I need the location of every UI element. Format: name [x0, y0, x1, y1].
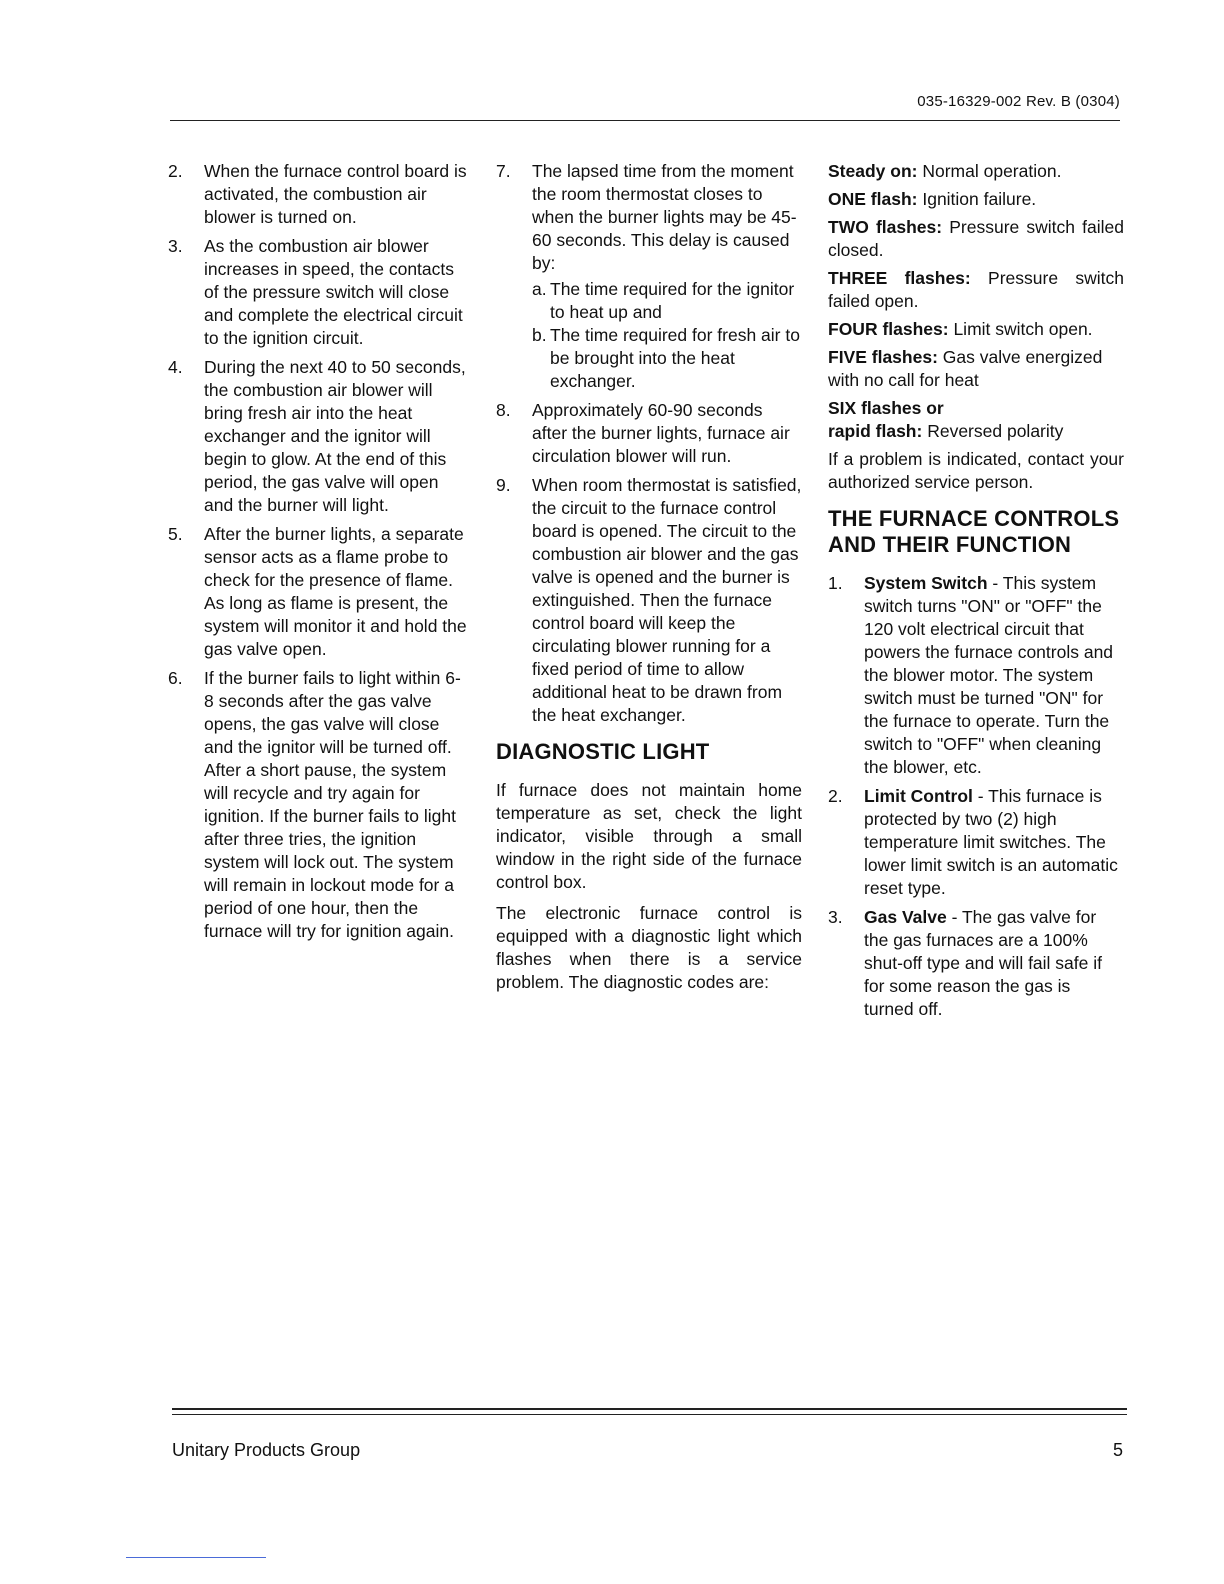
diagnostic-code: [828, 267, 1124, 313]
diagnostic-code: [828, 318, 1124, 341]
list-item: [168, 160, 468, 229]
control-title: Gas Valve: [864, 907, 947, 927]
sub-letter: b.: [532, 325, 547, 345]
step-text: When the furnace control board is activated, the combustion air blower is turned on.: [204, 161, 467, 227]
step-number: 4.: [168, 357, 183, 377]
code-text: Pressure switch failed closed.: [828, 217, 1124, 260]
list-item: [496, 399, 802, 468]
step-text: After the burner lights, a separate sensor acts as a flame probe to check for the presence of flame. As long as flame is present, the system will monitor it and hold the gas valve open.: [204, 524, 467, 659]
list-item: [168, 523, 468, 661]
list-item: [828, 572, 1124, 779]
control-number: 1.: [828, 573, 843, 593]
step-number: 3.: [168, 236, 183, 256]
list-item: [168, 356, 468, 517]
footer-rule-thin: [172, 1414, 1127, 1415]
diagnostic-paragraph: The electronic furnace control is equipped with a diagnostic light which flashes when there is a service problem. The diagnostic codes are:: [496, 903, 802, 992]
sequence-steps-1: [168, 160, 468, 943]
step-number: 7.: [496, 161, 511, 181]
list-item: [496, 160, 802, 393]
step-text: During the next 40 to 50 seconds, the combustion air blower will bring fresh air into the heat exchanger and the ignitor will begin to glow. At the end of this period, the gas valve will open and the burner will light.: [204, 357, 466, 515]
scan-line: [126, 1557, 266, 1558]
step-text: When room thermostat is satisfied, the circuit to the furnace control board is opened. The circuit to the combustion air blower and the gas valve is opened and the burner is extinguished. Then the furnace control board will keep the circulating blower running for a fixed period of time to allow additional heat to be drawn from the heat exchanger.: [532, 475, 802, 725]
control-text: - The gas valve for the gas furnaces are a 100% shut-off type and will fail safe if for some reason the gas is turned off.: [864, 907, 1102, 1019]
control-text: - This system switch turns "ON" or "OFF" the 120 volt electrical circuit that powers the furnace controls and the blower motor. The system switch must be turned "ON" for the furnace to operate. Turn the switch to "OFF" when cleaning the blower, etc.: [864, 573, 1114, 777]
column-3: [828, 160, 1124, 1027]
step-text: As the combustion air blower increases in speed, the contacts of the pressure switch will close and complete the electrical circuit to the ignition circuit.: [204, 236, 463, 348]
code-label: FIVE flashes:: [828, 347, 938, 367]
sequence-steps-2: [496, 160, 802, 727]
step-text: If the burner fails to light within 6-8 seconds after the gas valve opens, the gas valve will close and the ignitor will be turned off. After a short pause, the system will recycle and try again for ignition. If the burner fails to light after three tries, the ignition system will lock out. The system will remain in lockout mode for a period of one hour, then the furnace will try for ignition again.: [204, 668, 461, 941]
control-title: System Switch: [864, 573, 988, 593]
list-item: [496, 474, 802, 727]
step-number: 9.: [496, 475, 511, 495]
diagnostic-code: [828, 346, 1124, 392]
code-label: TWO flashes:: [828, 217, 943, 237]
list-item: [168, 235, 468, 350]
diagnostic-paragraph: If furnace does not maintain home temperature as set, check the light indicator, visible through a small window in the right side of the furnace control box.: [496, 780, 802, 892]
code-label: ONE flash:: [828, 189, 918, 209]
control-text: - This furnace is protected by two (2) high temperature limit switches. The lower limit switch is an automatic reset type.: [864, 786, 1118, 898]
sub-item: [532, 324, 802, 393]
code-label: rapid flash:: [828, 421, 923, 441]
list-item: [168, 667, 468, 943]
control-number: 2.: [828, 786, 843, 806]
document-reference: 035-16329-002 Rev. B (0304): [917, 93, 1120, 110]
column-2: [496, 160, 802, 1002]
column-1: [168, 160, 468, 949]
code-text: Reversed polarity: [927, 421, 1064, 441]
sub-letter: a.: [532, 279, 547, 299]
list-item: [828, 785, 1124, 900]
step-text: Approximately 60-90 seconds after the burner lights, furnace air circulation blower will run.: [532, 400, 790, 466]
diagnostic-code: [828, 188, 1124, 211]
sub-text: The time required for fresh air to be brought into the heat exchanger.: [550, 325, 800, 391]
code-label: FOUR flashes:: [828, 319, 949, 339]
code-label: Steady on:: [828, 161, 918, 181]
step-number: 6.: [168, 668, 183, 688]
control-number: 3.: [828, 907, 843, 927]
code-label: SIX flashes or: [828, 398, 944, 418]
step-text: The lapsed time from the moment the room thermostat closes to when the burner lights may be 45-60 seconds. This delay is caused by:: [532, 161, 797, 273]
furnace-controls-heading: THE FURNACE CONTROLS AND THEIR FUNCTION: [828, 506, 1120, 557]
code-text: Normal operation.: [922, 161, 1062, 181]
step-number: 2.: [168, 161, 183, 181]
header-rule: [170, 120, 1120, 121]
code-text: Ignition failure.: [922, 189, 1037, 209]
controls-list: [828, 572, 1124, 1021]
sub-text: The time required for the ignitor to heat up and: [550, 279, 795, 322]
code-text: Limit switch open.: [953, 319, 1093, 339]
step-number: 5.: [168, 524, 183, 544]
contact-note: If a problem is indicated, contact your authorized service person.: [828, 449, 1124, 492]
delay-causes: [532, 278, 802, 393]
code-label: THREE flashes:: [828, 268, 971, 288]
code-text: Pressure switch failed open.: [828, 268, 1124, 311]
footer-company: Unitary Products Group: [172, 1440, 361, 1460]
diagnostic-code: [828, 397, 1124, 443]
page-number: 5: [1113, 1440, 1124, 1460]
diagnostic-code: [828, 160, 1124, 183]
code-text: Gas valve energized with no call for heat: [828, 347, 1103, 390]
control-title: Limit Control: [864, 786, 973, 806]
diagnostic-code: [828, 216, 1124, 262]
list-item: [828, 906, 1124, 1021]
sub-item: [532, 278, 802, 324]
step-number: 8.: [496, 400, 511, 420]
footer-rule: [172, 1408, 1127, 1410]
diagnostic-light-heading: DIAGNOSTIC LIGHT: [496, 739, 710, 764]
